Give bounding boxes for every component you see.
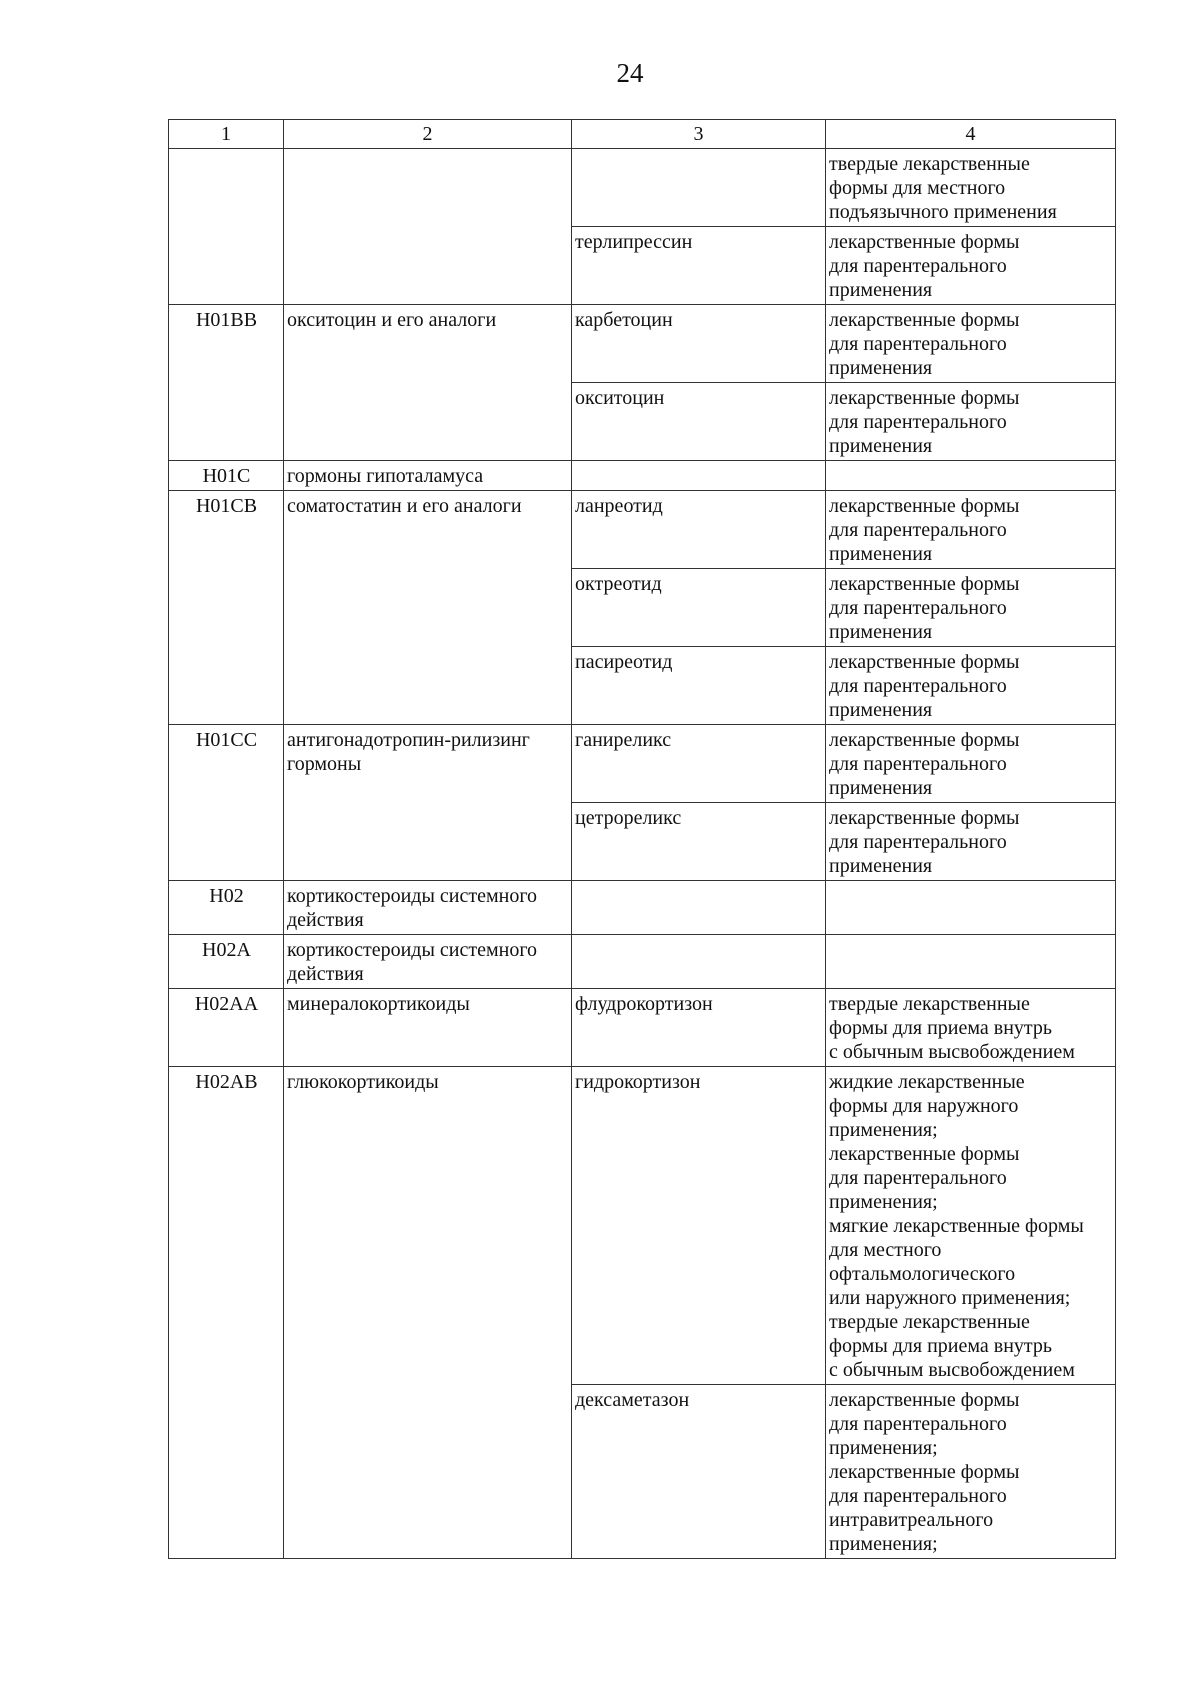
- group-cell: окситоцин и его аналоги: [284, 305, 572, 461]
- group-cell: гормоны гипоталамуса: [284, 461, 572, 491]
- code-cell: H01C: [169, 461, 284, 491]
- group-cell: [284, 149, 572, 305]
- form-cell: [826, 935, 1116, 989]
- code-cell: H02A: [169, 935, 284, 989]
- drug-cell: окситоцин: [572, 383, 826, 461]
- code-cell: H02AA: [169, 989, 284, 1067]
- form-cell: лекарственные формы для парентерального применения: [826, 647, 1116, 725]
- drug-cell: цетрореликс: [572, 803, 826, 881]
- drug-cell: [572, 935, 826, 989]
- drug-cell: флудрокортизон: [572, 989, 826, 1067]
- form-cell: лекарственные формы для парентерального применения; лекарственные формы для парентерального интравитреального применения;: [826, 1385, 1116, 1559]
- table-row: [169, 149, 1116, 227]
- form-cell: [826, 881, 1116, 935]
- group-cell: глюкокортикоиды: [284, 1067, 572, 1559]
- form-cell: твердые лекарственные формы для местного подъязычного применения: [826, 149, 1116, 227]
- code-cell: H01CB: [169, 491, 284, 725]
- column-header: 2: [284, 120, 572, 149]
- code-cell: H02: [169, 881, 284, 935]
- page-number: 24: [616, 58, 644, 88]
- form-cell: жидкие лекарственные формы для наружного применения; лекарственные формы для парентерального применения; мягкие лекарственные формы для местного офтальмологического или наружного применения; твердые лекарственные формы для приема внутрь с обычным высвобождением: [826, 1067, 1116, 1385]
- drug-cell: [572, 461, 826, 491]
- drug-cell: ганиреликс: [572, 725, 826, 803]
- form-cell: лекарственные формы для парентерального применения: [826, 569, 1116, 647]
- table-row: [169, 305, 1116, 383]
- table-row: [169, 491, 1116, 569]
- code-cell: H01CC: [169, 725, 284, 881]
- form-cell: твердые лекарственные формы для приема внутрь с обычным высвобождением: [826, 989, 1116, 1067]
- code-cell: [169, 149, 284, 305]
- drug-cell: терлипрессин: [572, 227, 826, 305]
- group-cell: кортикостероиды системного действия: [284, 935, 572, 989]
- group-cell: антигонадотропин-рилизинг гормоны: [284, 725, 572, 881]
- medication-table: [168, 119, 1116, 1559]
- group-cell: соматостатин и его аналоги: [284, 491, 572, 725]
- column-header: 3: [572, 120, 826, 149]
- drug-cell: карбетоцин: [572, 305, 826, 383]
- code-cell: H01BB: [169, 305, 284, 461]
- drug-cell: дексаметазон: [572, 1385, 826, 1559]
- group-cell: минералокортикоиды: [284, 989, 572, 1067]
- table-row: [169, 725, 1116, 803]
- drug-cell: ланреотид: [572, 491, 826, 569]
- drug-cell: октреотид: [572, 569, 826, 647]
- form-cell: лекарственные формы для парентерального применения: [826, 803, 1116, 881]
- drug-cell: пасиреотид: [572, 647, 826, 725]
- table-row: [169, 461, 1116, 491]
- form-cell: лекарственные формы для парентерального применения: [826, 227, 1116, 305]
- form-cell: лекарственные формы для парентерального применения: [826, 491, 1116, 569]
- code-cell: H02AB: [169, 1067, 284, 1559]
- table-row: [169, 989, 1116, 1067]
- form-cell: лекарственные формы для парентерального применения: [826, 725, 1116, 803]
- column-header: 4: [826, 120, 1116, 149]
- table-header-row: [169, 120, 1116, 149]
- table-row: [169, 881, 1116, 935]
- group-cell: кортикостероиды системного действия: [284, 881, 572, 935]
- column-header: 1: [169, 120, 284, 149]
- drug-cell: [572, 881, 826, 935]
- drug-cell: гидрокортизон: [572, 1067, 826, 1385]
- form-cell: лекарственные формы для парентерального применения: [826, 383, 1116, 461]
- form-cell: [826, 461, 1116, 491]
- table-row: [169, 935, 1116, 989]
- form-cell: лекарственные формы для парентерального применения: [826, 305, 1116, 383]
- table-row: [169, 1067, 1116, 1385]
- drug-cell: [572, 149, 826, 227]
